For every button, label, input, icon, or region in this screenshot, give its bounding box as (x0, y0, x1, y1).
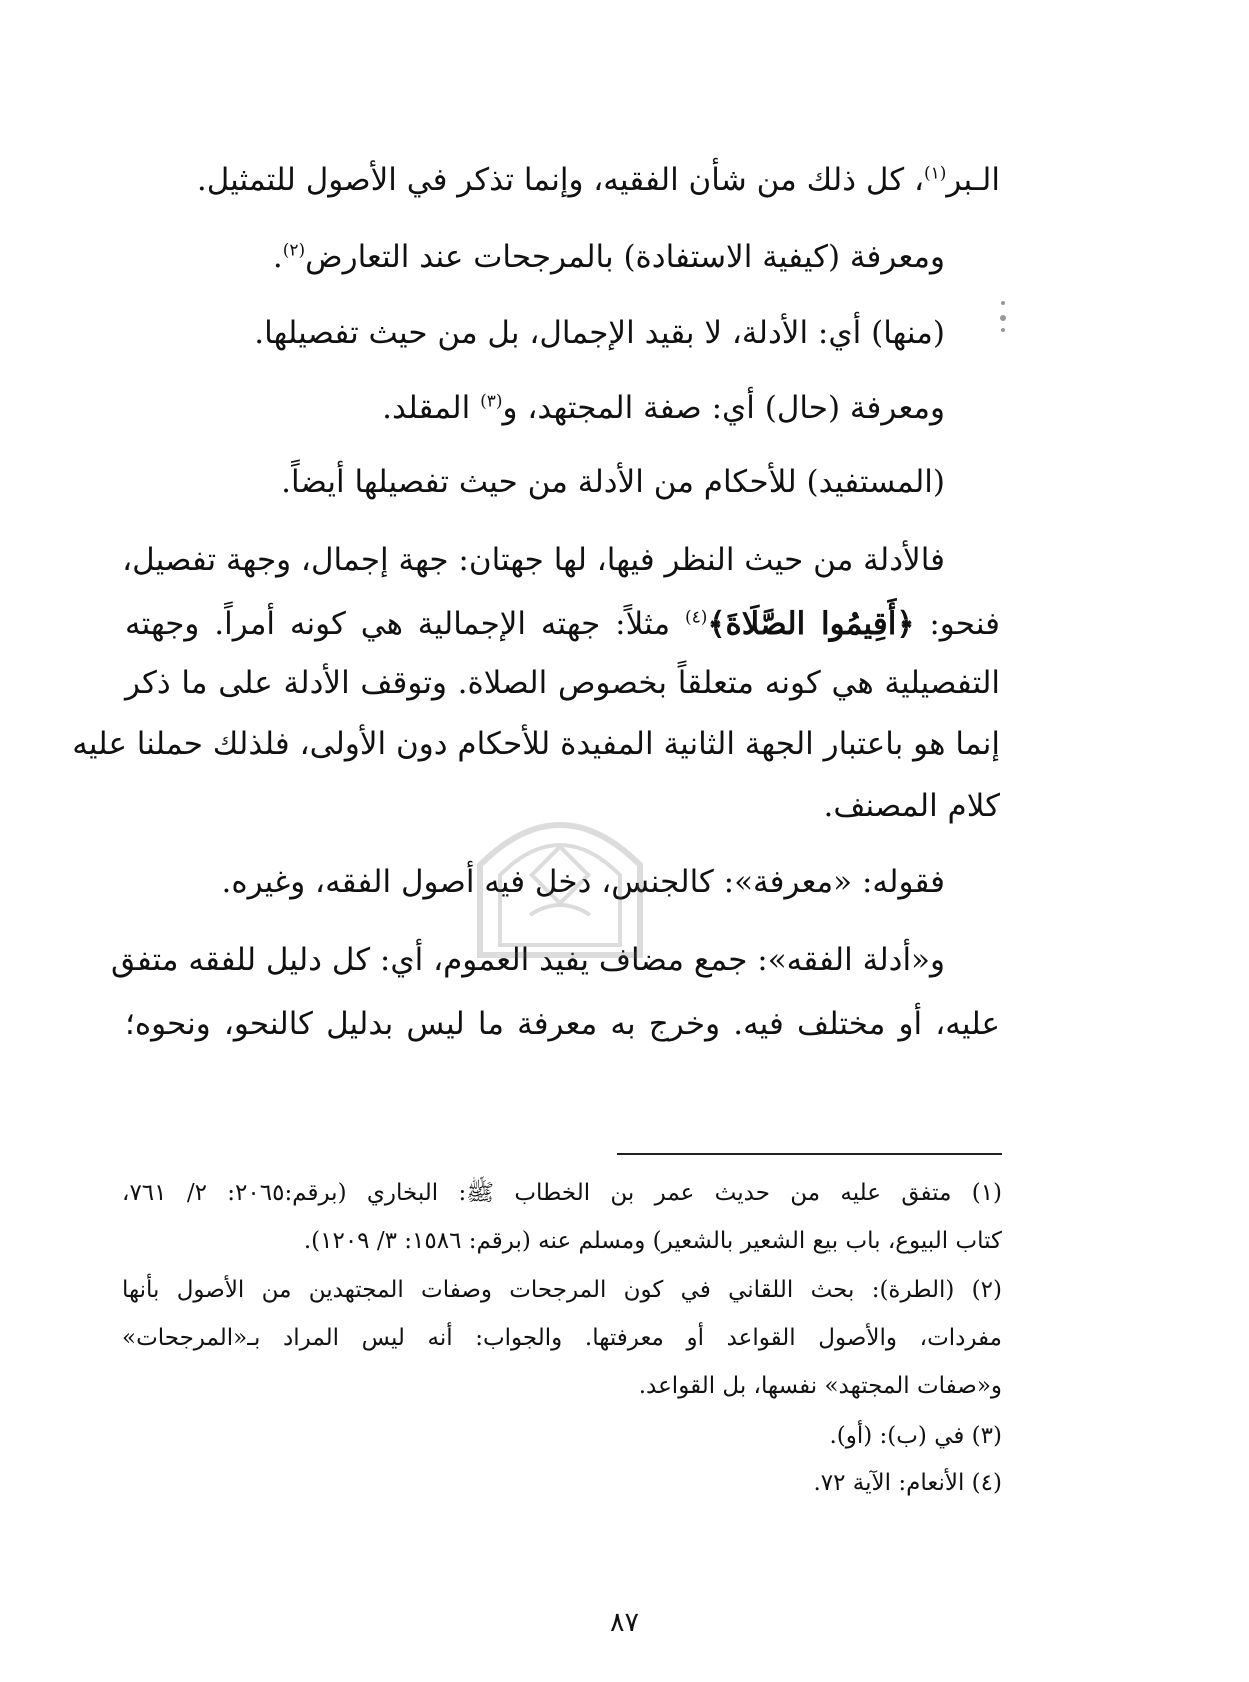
main-line-10: كلام المصنف. (823, 788, 1000, 824)
main-line-7: فنحو: ﴿أَقِيمُوا الصَّلَاةَ﴾$^{(٤)}$ مثلاً: جهته الإجمالية هي كونه أمراً. وجهته (125, 606, 1000, 642)
main-line-3: (منها) أي: الأدلة، لا بقيد الإجمال، بل من حيث تفصيلها. (254, 315, 945, 351)
main-line-2: ومعرفة (كيفية الاستفادة) بالمرجحات عند التعارض$^{(٢)}$. (272, 239, 945, 275)
main-line-6: فالأدلة من حيث النظر فيها، لها جهتان: جهة إجمال، وجهة تفصيل، (122, 542, 945, 578)
footnote-4: (٤) الأنعام: الآية ٧٢. (813, 1470, 1002, 1496)
footnote-3: (٣) في (ب): (أو). (829, 1423, 1002, 1449)
footnote-ref: (٣) (480, 391, 503, 412)
main-line-5: (المستفيد) للأحكام من الأدلة من حيث تفصيلها أيضاً. (281, 464, 945, 500)
main-line-9: إنما هو باعتبار الجهة الثانية المفيدة للأحكام دون الأولى، فلذلك حملنا عليه (72, 726, 1000, 762)
footnote-2-line-3: و«صفات المجتهد» نفسها، بل القواعد. (638, 1373, 1002, 1399)
footnote-ref: (٢) (282, 240, 306, 261)
main-line-12: و«أدلة الفقه»: جمع مضاف يفيد العموم، أي: كل دليل للفقه متفق (111, 942, 945, 978)
main-line-8: التفصيلية هي كونه متعلقاً بخصوص الصلاة. وتوقف الأدلة على ما ذكر (125, 665, 1000, 701)
footnote-2-line-2: مفردات، والأصول القواعد أو معرفتها. والجواب: أنه ليس المراد بـ«المرجحات» (122, 1325, 1002, 1351)
main-line-13: عليه، أو مختلف فيه. وخرج به معرفة ما ليس بدليل كالنحو، ونحوه؛ (125, 1006, 1000, 1042)
library-emblem-icon (460, 795, 660, 965)
footnote-ref: (٤) (684, 607, 708, 628)
footnote-separator (617, 1153, 1002, 1155)
footnote-2-line-1: (٢) (الطرة): بحث اللقاني في كون المرجحات وصفات المجتهدين من الأصول بأنها (122, 1277, 1002, 1303)
footnote-1-line-1: (١) متفق عليه من حديث عمر بن الخطاب ﷺ: البخاري (برقم:٢٠٦٥: ٢/ ٧٦١، (122, 1180, 1003, 1206)
scan-artifact-icon (997, 298, 1009, 338)
quran-verse: ﴿أَقِيمُوا الصَّلَاةَ﴾ (707, 606, 915, 642)
main-line-4: ومعرفة (حال) أي: صفة المجتهد، و$^{(٣)}$ المقلد. (382, 390, 945, 426)
footnote-1-line-2: كتاب البيوع، باب بيع الشعير بالشعير) ومسلم عنه (برقم: ١٥٨٦: ٣/ ١٢٠٩). (303, 1228, 1002, 1254)
main-line-11: فقوله: «معرفة»: كالجنس، دخل فيه أصول الفقه، وغيره. (221, 864, 945, 900)
footnote-ref: (١) (923, 163, 947, 184)
main-line-1: الـبر$^{(١)}$، كل ذلك من شأن الفقيه، وإنما تذكر في الأصول للتمثيل. (196, 162, 1000, 198)
page-number: ٨٧ (609, 1607, 639, 1638)
